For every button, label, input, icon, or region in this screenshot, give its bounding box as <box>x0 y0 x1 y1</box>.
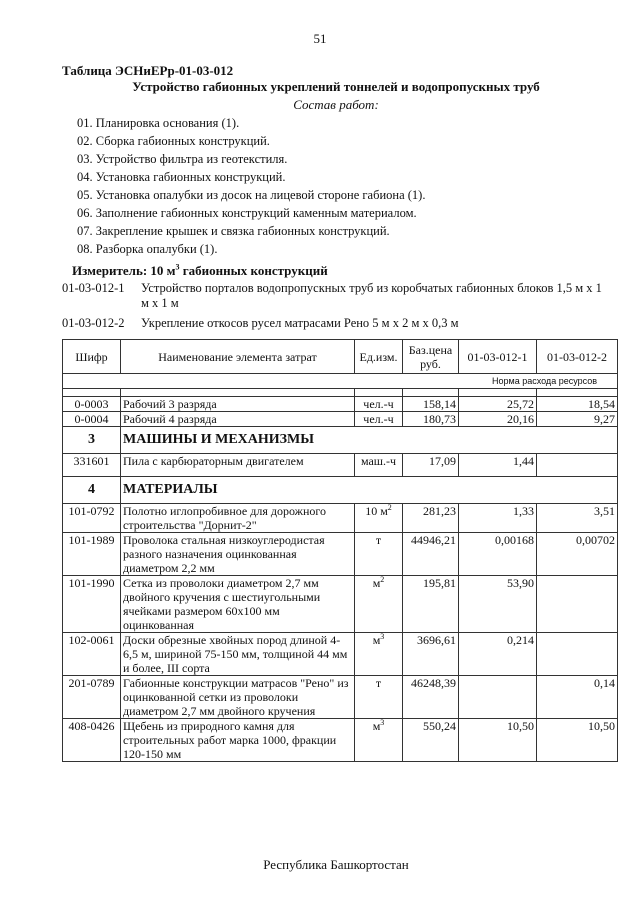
cell-unit <box>355 719 403 762</box>
cell-name: Рабочий 4 разряда <box>121 412 355 427</box>
norm-label-row <box>63 374 618 389</box>
cell-price: 3696,61 <box>403 633 459 676</box>
cell-code: 101-1989 <box>63 533 121 576</box>
variant-text: Устройство порталов водопропускных труб из коробчатых габионных блоков 1,5 м х 1 м х 1 м <box>141 281 602 310</box>
cell-unit: чел.-ч <box>355 397 403 412</box>
page-footer: Республика Башкортостан <box>263 857 409 872</box>
unit-sup: 2 <box>387 503 392 512</box>
cell-unit <box>355 576 403 633</box>
work-item: 03. Устройство фильтра из геотекстиля. <box>77 152 288 166</box>
work-item: 01. Планировка основания (1). <box>77 116 240 130</box>
unit-text: м <box>372 576 381 590</box>
table-row <box>63 533 618 576</box>
section-number: 4 <box>63 477 121 504</box>
work-item: 02. Сборка габионных конструкций. <box>77 134 270 148</box>
work-item: 08. Разборка опалубки (1). <box>77 242 218 256</box>
cell-price: 550,24 <box>403 719 459 762</box>
unit-sup: 3 <box>380 718 385 727</box>
cell-v2 <box>537 633 618 676</box>
variant-code: 01-03-012-2 <box>62 316 125 330</box>
cell-code: 0-0004 <box>63 412 121 427</box>
work-item: 06. Заполнение габионных конструкций каменным материалом. <box>77 206 417 220</box>
meter-sup: 3 <box>175 262 180 272</box>
cell-code: 331601 <box>63 454 121 477</box>
cell-name: Рабочий 3 разряда <box>121 397 355 412</box>
cell-price: 281,23 <box>403 504 459 533</box>
cell-unit <box>355 633 403 676</box>
table-row <box>63 454 618 477</box>
unit-text: 10 м <box>365 504 388 518</box>
cell-v1: 20,16 <box>459 412 537 427</box>
cell-name: Проволока стальная низкоуглеродистая разного назначения оцинкованная диаметром 2,2 мм <box>121 533 355 576</box>
cell-v2 <box>537 576 618 633</box>
cell-v1: 25,72 <box>459 397 537 412</box>
cell-code: 102-0061 <box>63 633 121 676</box>
variant-text: Укрепление откосов русел матрасами Рено 5 м х 2 м х 0,3 м <box>141 316 459 330</box>
cell-price: 44946,21 <box>403 533 459 576</box>
table-header-row <box>63 340 618 374</box>
meter-prefix: Измеритель: 10 м <box>72 263 176 278</box>
cell-name: Сетка из проволоки диаметром 2,7 мм двойного кручения с шестиугольными ячейками размером 60х100 мм оцинкованная <box>121 576 355 633</box>
unit-text: м <box>372 719 381 733</box>
unit-text: т <box>375 533 382 547</box>
cell-price: 46248,39 <box>403 676 459 719</box>
table-row <box>63 412 618 427</box>
section-row-machines <box>63 427 618 454</box>
work-item: 07. Закрепление крышек и связка габионных конструкций. <box>77 224 390 238</box>
table-heading: Устройство габионных укреплений тоннелей и водопропускных труб <box>132 79 540 94</box>
cell-name: Доски обрезные хвойных пород длиной 4-6,5 м, шириной 75-150 мм, толщиной 44 мм и более, III сорта <box>121 633 355 676</box>
work-item: 04. Установка габионных конструкций. <box>77 170 286 184</box>
table-row <box>63 576 618 633</box>
cell-price: 195,81 <box>403 576 459 633</box>
cell-unit: маш.-ч <box>355 454 403 477</box>
cell-unit <box>355 533 403 576</box>
table-row <box>63 633 618 676</box>
cell-unit <box>355 676 403 719</box>
cell-name: Полотно иглопробивное для дорожного строительства "Дорнит-2" <box>121 504 355 533</box>
unit-text: м <box>372 633 381 647</box>
variant-code: 01-03-012-1 <box>62 281 125 295</box>
cell-v2: 0,14 <box>537 676 618 719</box>
spacer-row <box>63 389 618 397</box>
cell-v2: 0,00702 <box>537 533 618 576</box>
table-row <box>63 676 618 719</box>
cell-code: 101-0792 <box>63 504 121 533</box>
cell-v1: 0,214 <box>459 633 537 676</box>
table-row <box>63 719 618 762</box>
table-row <box>63 397 618 412</box>
resource-table <box>62 339 618 762</box>
cell-code: 201-0789 <box>63 676 121 719</box>
work-item: 05. Установка опалубки из досок на лицевой стороне габиона (1). <box>77 188 426 202</box>
cell-v2: 9,27 <box>537 412 618 427</box>
cell-v1: 1,33 <box>459 504 537 533</box>
cell-v1: 10,50 <box>459 719 537 762</box>
measurement-unit <box>72 263 328 279</box>
cell-price: 17,09 <box>403 454 459 477</box>
cell-name: Габионные конструкции матрасов "Рено" из оцинкованной сетки из проволоки диаметром 2,7 мм двойного кручения <box>121 676 355 719</box>
header-code: Шифр <box>63 340 121 374</box>
section-row-materials <box>63 477 618 504</box>
header-col2: 01-03-012-2 <box>537 340 618 374</box>
page-number: 51 <box>313 31 327 46</box>
header-col1: 01-03-012-1 <box>459 340 537 374</box>
cell-price: 158,14 <box>403 397 459 412</box>
header-name: Наименование элемента затрат <box>121 340 355 374</box>
work-composition-heading: Состав работ: <box>293 97 379 112</box>
table-title: Таблица ЭСНиЕРр-01-03-012 <box>62 63 234 78</box>
cell-name: Щебень из природного камня для строительных работ марка 1000, фракции 120-150 мм <box>121 719 355 762</box>
cell-price: 180,73 <box>403 412 459 427</box>
cell-v1: 1,44 <box>459 454 537 477</box>
table-row <box>63 504 618 533</box>
header-unit: Ед.изм. <box>355 340 403 374</box>
cell-v1 <box>459 676 537 719</box>
cell-unit: чел.-ч <box>355 412 403 427</box>
unit-sup: 3 <box>380 632 385 641</box>
cell-code: 0-0003 <box>63 397 121 412</box>
cell-code: 101-1990 <box>63 576 121 633</box>
norm-label: Норма расхода ресурсов <box>63 374 618 389</box>
cell-v1: 0,00168 <box>459 533 537 576</box>
cell-v2: 18,54 <box>537 397 618 412</box>
cell-v2 <box>537 454 618 477</box>
meter-suffix: габионных конструкций <box>179 263 328 278</box>
cell-name: Пила с карбюраторным двигателем <box>121 454 355 477</box>
cell-v2: 3,51 <box>537 504 618 533</box>
cell-v2: 10,50 <box>537 719 618 762</box>
cell-v1: 53,90 <box>459 576 537 633</box>
section-title: МАШИНЫ И МЕХАНИЗМЫ <box>121 427 618 454</box>
unit-sup: 2 <box>380 575 385 584</box>
cell-code: 408-0426 <box>63 719 121 762</box>
cell-unit <box>355 504 403 533</box>
section-number: 3 <box>63 427 121 454</box>
section-title: МАТЕРИАЛЫ <box>121 477 618 504</box>
unit-text: т <box>375 676 382 690</box>
header-price: Баз.цена руб. <box>403 340 459 374</box>
